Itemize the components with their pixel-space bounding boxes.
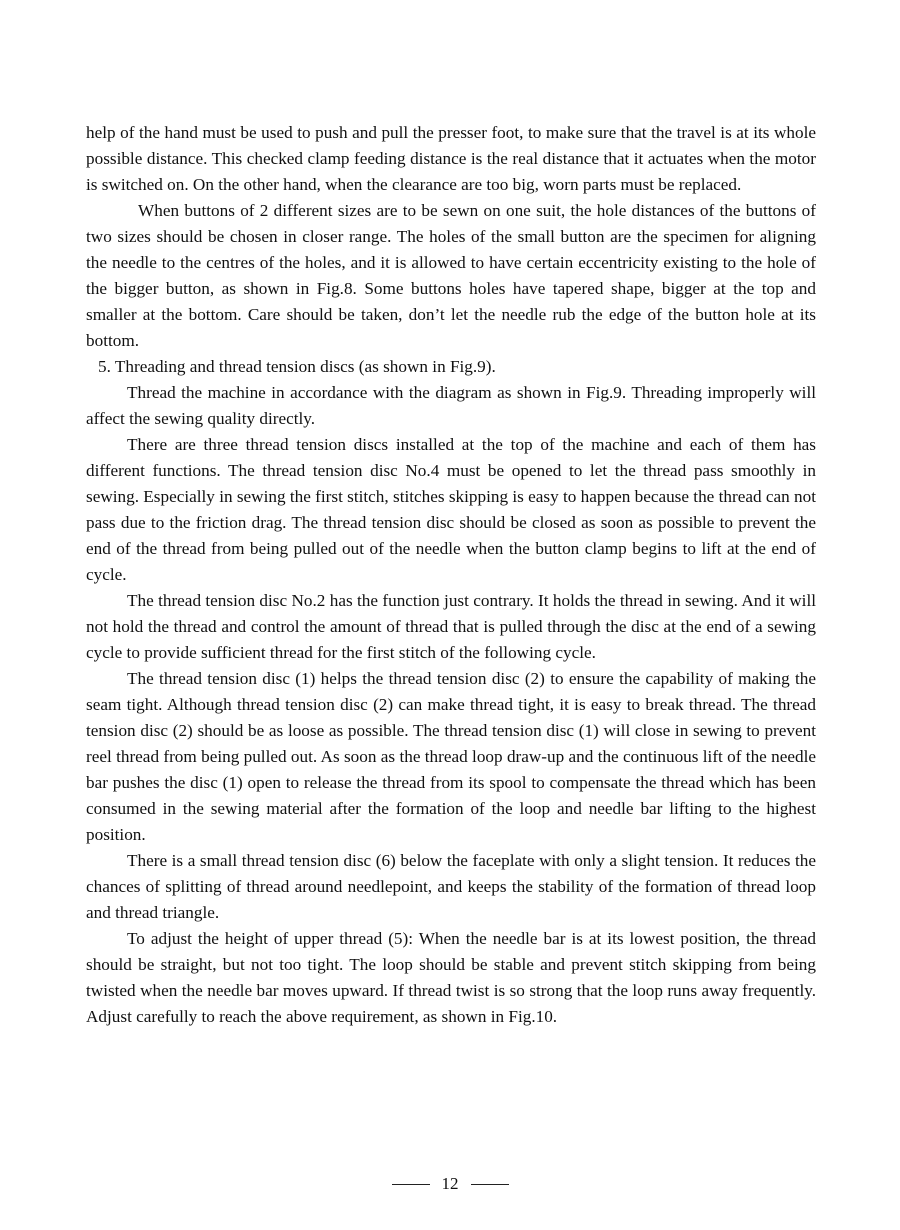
paragraph-upper-thread-height: To adjust the height of upper thread (5): When the needle bar is at its lowest position, the thread should be straight, but not too tight. The loop should be stable and prevent stitch skipping from being twisted when the needle bar moves upward. If thread twist is so strong that the loop runs away frequently. Adjust carefully to reach the above requirement, as shown in Fig.10. bbox=[86, 929, 816, 1026]
section-heading-threading: 5. Threading and thread tension discs (as shown in Fig.9). bbox=[98, 357, 496, 376]
footer-rule-right bbox=[471, 1184, 509, 1185]
paragraph-small-disc-6: There is a small thread tension disc (6) below the faceplate with only a slight tension. It reduces the chances of splitting of thread around needlepoint, and keeps the stability of the formation of thread loop and thread triangle. bbox=[86, 851, 816, 922]
page-number: 12 bbox=[441, 1174, 459, 1193]
paragraph-disc-1: The thread tension disc (1) helps the thread tension disc (2) to ensure the capability of making the seam tight. Although thread tension disc (2) can make thread tight, it is easy to break thread. The thread tension disc (2) should be as loose as possible. The thread tension disc (1) will close in sewing to prevent reel thread from being pulled out. As soon as the thread loop draw-up and the continuous lift of the needle bar pushes the disc (1) open to release the thread from its spool to compensate the thread which has been consumed in the sewing material after the formation of the loop and needle bar lifting to the highest position. bbox=[86, 669, 816, 844]
page-body bbox=[86, 120, 816, 1030]
paragraph-button-sizes: When buttons of 2 different sizes are to be sewn on one suit, the hole distances of the buttons of two sizes should be chosen in closer range. The holes of the small button are the specimen for aligning the needle to the centres of the holes, and it is allowed to have certain eccentricity existing to the hole of the bigger button, as shown in Fig.8. Some buttons holes have tapered shape, bigger at the top and smaller at the bottom. Care should be taken, don’t let the needle rub the edge of the button hole at its bottom. bbox=[86, 201, 816, 350]
paragraph-threading-diagram: Thread the machine in accordance with the diagram as shown in Fig.9. Threading improperly will affect the sewing quality directly. bbox=[86, 383, 816, 428]
paragraph-clamp-feeding: help of the hand must be used to push and pull the presser foot, to make sure that the travel is at its whole possible distance. This checked clamp feeding distance is the real distance that it actuates when the motor is switched on. On the other hand, when the clearance are too big, worn parts must be replaced. bbox=[86, 123, 816, 194]
paragraph-three-discs: There are three thread tension discs installed at the top of the machine and each of them has different functions. The thread tension disc No.4 must be opened to let the thread pass smoothly in sewing. Especially in sewing the first stitch, stitches skipping is easy to happen because the thread can not pass due to the friction drag. The thread tension disc should be closed as soon as possible to prevent the end of the thread from being pulled out of the needle when the button clamp begins to lift at the end of cycle. bbox=[86, 435, 816, 584]
paragraph-disc-no2: The thread tension disc No.2 has the function just contrary. It holds the thread in sewing. And it will not hold the thread and control the amount of thread that is pulled through the disc at the end of a sewing cycle to provide sufficient thread for the first stitch of the following cycle. bbox=[86, 591, 816, 662]
footer-rule-left bbox=[392, 1184, 430, 1185]
page-footer bbox=[0, 1174, 900, 1194]
